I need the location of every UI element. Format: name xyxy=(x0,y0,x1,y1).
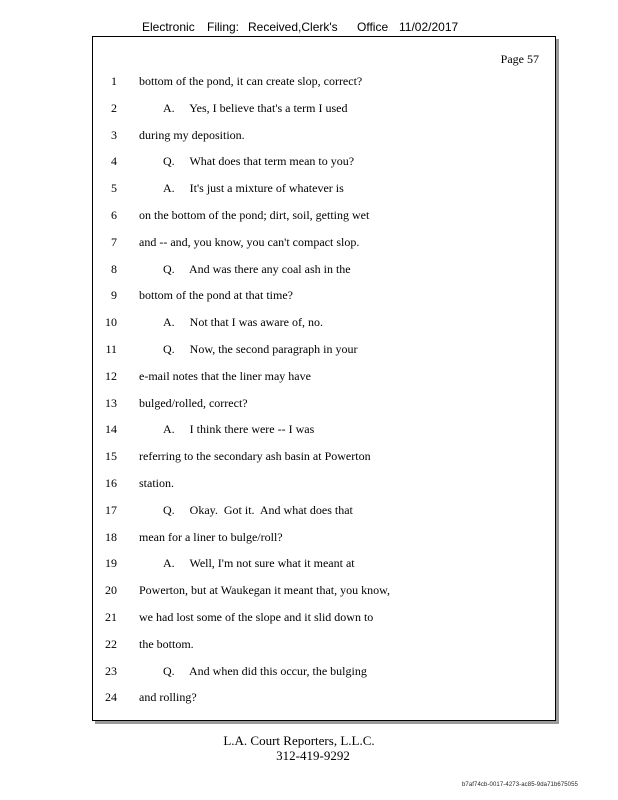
transcript-line xyxy=(93,342,555,362)
line-number: 14 xyxy=(105,422,117,437)
transcript-line xyxy=(93,664,555,684)
line-number: 11 xyxy=(105,342,117,356)
line-number: 3 xyxy=(111,127,117,142)
line-number: 19 xyxy=(105,556,117,571)
line-number: 20 xyxy=(105,583,117,598)
line-text: and rolling? xyxy=(139,690,197,705)
line-text: Q. Now, the second paragraph in your xyxy=(163,342,358,356)
line-text: we had lost some of the slope and it slid down to xyxy=(139,610,374,624)
line-text: A. Yes, I believe that's a term I used xyxy=(163,100,348,115)
line-number: 6 xyxy=(111,208,117,222)
transcript-line xyxy=(93,556,555,576)
transcript-line xyxy=(93,637,555,657)
line-number: 16 xyxy=(105,476,117,490)
line-number: 15 xyxy=(105,449,117,464)
transcript-line xyxy=(93,262,555,282)
transcript-line xyxy=(93,208,555,228)
line-text: A. It's just a mixture of whatever is xyxy=(163,181,344,196)
document-id: b7af74cb-0017-4273-ac85-9da71b675055 xyxy=(461,782,578,788)
line-text: mean for a liner to bulge/roll? xyxy=(139,529,283,544)
line-text: and -- and, you know, you can't compact slop. xyxy=(139,234,360,249)
line-text: bulged/rolled, correct? xyxy=(139,395,248,410)
transcript-line xyxy=(93,503,555,523)
line-number: 1 xyxy=(111,74,117,88)
transcript-line xyxy=(93,101,555,121)
line-number: 13 xyxy=(105,395,117,410)
line-number: 4 xyxy=(111,154,117,169)
line-number: 21 xyxy=(105,610,117,624)
line-number: 7 xyxy=(111,234,117,249)
line-text: A. I think there were -- I was xyxy=(163,422,315,437)
transcript-line xyxy=(93,288,555,308)
line-text: the bottom. xyxy=(139,636,194,651)
footer-company: L.A. Court Reporters, L.L.C. xyxy=(223,733,375,748)
line-number: 17 xyxy=(105,502,117,517)
transcript-line xyxy=(93,583,555,603)
filing-header-filing: Filing: xyxy=(207,20,240,34)
transcript-line xyxy=(93,154,555,174)
transcript-line xyxy=(93,690,555,710)
line-text: Powerton, but at Waukegan it meant that, you know, xyxy=(139,583,390,598)
line-number: 2 xyxy=(111,100,117,115)
line-text: Q. What does that term mean to you? xyxy=(163,154,355,169)
line-text: bottom of the pond at that time? xyxy=(139,288,293,303)
filing-header-date: 11/02/2017 xyxy=(399,20,459,34)
filing-header-received: Received,Clerk's xyxy=(248,20,338,34)
transcript-line xyxy=(93,315,555,335)
line-text: referring to the secondary ash basin at Powerton xyxy=(139,449,371,464)
transcript-line xyxy=(93,369,555,389)
transcript-line xyxy=(93,422,555,442)
line-number: 10 xyxy=(105,315,117,330)
transcript-line xyxy=(93,396,555,416)
line-number: 9 xyxy=(111,288,117,303)
line-number: 23 xyxy=(105,663,117,678)
line-number: 24 xyxy=(105,690,117,705)
transcript-line xyxy=(93,530,555,550)
footer xyxy=(0,733,618,765)
transcript-line xyxy=(93,476,555,496)
transcript-page xyxy=(92,36,556,721)
page-number: Page 57 xyxy=(500,52,539,66)
line-text: Q. And when did this occur, the bulging xyxy=(163,663,367,678)
filing-header-electronic: Electronic xyxy=(142,20,195,34)
line-text: A. Not that I was aware of, no. xyxy=(163,315,323,330)
filing-header-office: Office xyxy=(357,20,389,34)
transcript-line xyxy=(93,235,555,255)
transcript-line xyxy=(93,449,555,469)
line-text: on the bottom of the pond; dirt, soil, getting wet xyxy=(139,208,370,222)
line-text: bottom of the pond, it can create slop, correct? xyxy=(139,74,363,88)
line-text: e-mail notes that the liner may have xyxy=(139,368,311,383)
transcript-line xyxy=(93,181,555,201)
line-number: 12 xyxy=(105,368,117,383)
line-text: Q. Okay. Got it. And what does that xyxy=(163,502,353,517)
transcript-line xyxy=(93,610,555,630)
line-text: Q. And was there any coal ash in the xyxy=(163,261,351,276)
line-text: A. Well, I'm not sure what it meant at xyxy=(163,556,355,571)
footer-phone: 312-419-9292 xyxy=(276,748,350,763)
transcript-line xyxy=(93,74,555,94)
line-number: 5 xyxy=(111,181,117,196)
line-number: 18 xyxy=(105,529,117,544)
line-text: during my deposition. xyxy=(139,127,245,142)
transcript-line xyxy=(93,128,555,148)
line-text: station. xyxy=(139,476,174,490)
line-number: 8 xyxy=(111,261,117,276)
line-number: 22 xyxy=(105,636,117,651)
